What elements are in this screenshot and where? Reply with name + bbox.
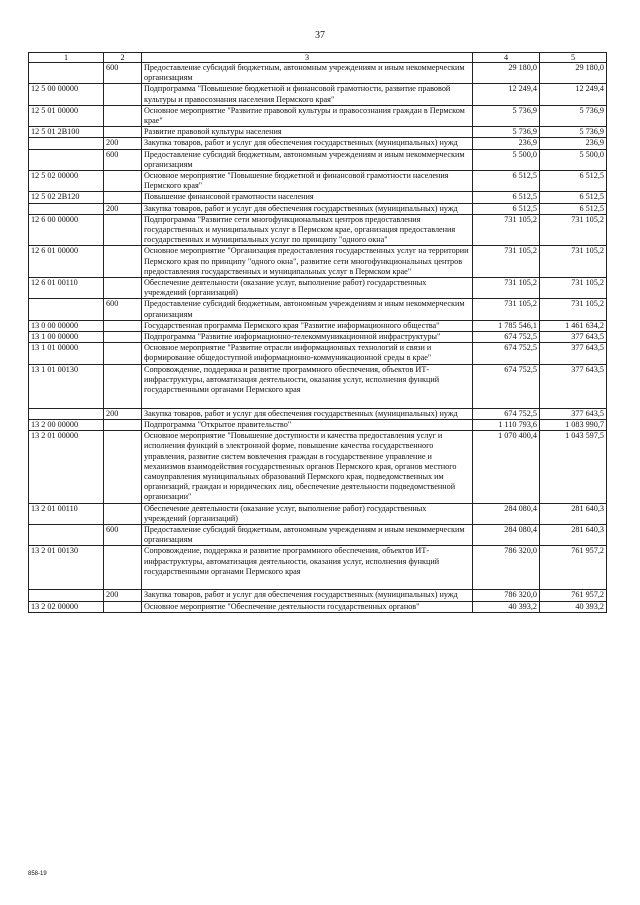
amount-col-5: 6 512,5 (540, 192, 607, 203)
expense-type (104, 343, 142, 364)
budget-code: 13 1 00 00000 (29, 332, 104, 343)
item-name: Предоставление субсидий бюджетным, автономным учреждениям и иным некоммерческим организациям (142, 299, 473, 320)
table-row (29, 127, 607, 138)
amount-col-5: 29 180,0 (540, 63, 607, 84)
expense-type (104, 171, 142, 192)
expense-type (104, 364, 142, 408)
amount-col-5: 5 736,9 (540, 127, 607, 138)
expense-type: 200 (104, 408, 142, 419)
budget-code: 12 6 01 00110 (29, 278, 104, 299)
item-name: Основное мероприятие "Организация предоставления государственных услуг на территории Пермского края по принципу "одного окна", развитие сети многофункциональных центров предоставления государственных и муниципальных услуг в Пермском крае" (142, 246, 473, 278)
amount-col-4: 731 105,2 (473, 246, 540, 278)
budget-code: 13 2 01 00130 (29, 546, 104, 590)
expense-type (104, 105, 142, 126)
table-row (29, 546, 607, 590)
expense-type: 200 (104, 590, 142, 601)
budget-code: 13 2 01 00110 (29, 503, 104, 524)
budget-table (28, 52, 607, 613)
amount-col-4: 284 080,4 (473, 524, 540, 545)
expense-type (104, 332, 142, 343)
amount-col-4: 6 512,5 (473, 171, 540, 192)
expense-type (104, 546, 142, 590)
expense-type: 200 (104, 138, 142, 149)
expense-type (104, 127, 142, 138)
budget-code: 13 2 02 00000 (29, 601, 104, 612)
table-row (29, 431, 607, 503)
table-row (29, 138, 607, 149)
table-header-row (29, 53, 607, 63)
amount-col-5: 377 643,5 (540, 364, 607, 408)
item-name: Основное мероприятие "Обеспечение деятельности государственных органов" (142, 601, 473, 612)
expense-type: 600 (104, 149, 142, 170)
table-row (29, 601, 607, 612)
item-name: Обеспечение деятельности (оказание услуг, выполнение работ) государственных учреждений (организаций) (142, 503, 473, 524)
item-name: Основное мероприятие "Развитие отрасли информационных технологий и связи и формирование общедоступной информационно-коммуникационной среды в крае" (142, 343, 473, 364)
table-row (29, 149, 607, 170)
budget-code (29, 524, 104, 545)
expense-type: 600 (104, 524, 142, 545)
amount-col-4: 674 752,5 (473, 408, 540, 419)
budget-code: 12 5 00 00000 (29, 84, 104, 105)
table-row (29, 192, 607, 203)
amount-col-5: 281 640,3 (540, 524, 607, 545)
table-row (29, 105, 607, 126)
amount-col-5: 731 105,2 (540, 214, 607, 246)
amount-col-4: 5 736,9 (473, 127, 540, 138)
expense-type (104, 278, 142, 299)
table-row (29, 408, 607, 419)
item-name: Предоставление субсидий бюджетным, автономным учреждениям и иным некоммерческим организациям (142, 149, 473, 170)
amount-col-5: 1 043 597,5 (540, 431, 607, 503)
amount-col-4: 6 512,5 (473, 192, 540, 203)
budget-code (29, 63, 104, 84)
budget-code: 12 5 01 2В100 (29, 127, 104, 138)
item-name: Обеспечение деятельности (оказание услуг, выполнение работ) государственных учреждений (организаций) (142, 278, 473, 299)
item-name: Подпрограмма "Развитие сети многофункциональных центров предоставления государственных и муниципальных услуг в Пермском крае, организация предоставления государственных и муниципальных услуг по принципу "одного окна" (142, 214, 473, 246)
amount-col-4: 5 736,9 (473, 105, 540, 126)
budget-code: 12 5 01 00000 (29, 105, 104, 126)
table-row (29, 84, 607, 105)
amount-col-4: 284 080,4 (473, 503, 540, 524)
item-name: Развитие правовой культуры населения (142, 127, 473, 138)
item-name: Закупка товаров, работ и услуг для обеспечения государственных (муниципальных) нужд (142, 408, 473, 419)
amount-col-5: 731 105,2 (540, 246, 607, 278)
expense-type (104, 192, 142, 203)
item-name: Закупка товаров, работ и услуг для обеспечения государственных (муниципальных) нужд (142, 138, 473, 149)
budget-code (29, 203, 104, 214)
column-header: 5 (540, 53, 607, 63)
item-name: Сопровождение, поддержка и развитие программного обеспечения, объектов ИТ-инфраструктуры, автоматизация деятельности, оказания услуг, исполнения функций государственными органами Пермского края (142, 364, 473, 408)
expense-type (104, 214, 142, 246)
amount-col-5: 6 512,5 (540, 171, 607, 192)
expense-type (104, 601, 142, 612)
amount-col-4: 731 105,2 (473, 299, 540, 320)
item-name: Повышение финансовой грамотности населения (142, 192, 473, 203)
column-header: 4 (473, 53, 540, 63)
item-name: Предоставление субсидий бюджетным, автономным учреждениям и иным некоммерческим организациям (142, 524, 473, 545)
budget-code: 13 1 01 00130 (29, 364, 104, 408)
amount-col-4: 29 180,0 (473, 63, 540, 84)
table-row (29, 332, 607, 343)
amount-col-4: 5 500,0 (473, 149, 540, 170)
amount-col-5: 40 393,2 (540, 601, 607, 612)
amount-col-5: 377 643,5 (540, 332, 607, 343)
budget-code: 13 0 00 00000 (29, 320, 104, 331)
amount-col-5: 12 249,4 (540, 84, 607, 105)
amount-col-5: 1 461 634,2 (540, 320, 607, 331)
amount-col-4: 1 785 546,1 (473, 320, 540, 331)
amount-col-4: 12 249,4 (473, 84, 540, 105)
item-name: Предоставление субсидий бюджетным, автономным учреждениям и иным некоммерческим организациям (142, 63, 473, 84)
amount-col-5: 6 512,5 (540, 203, 607, 214)
amount-col-5: 5 500,0 (540, 149, 607, 170)
table-row (29, 419, 607, 430)
amount-col-4: 674 752,5 (473, 364, 540, 408)
table-row (29, 503, 607, 524)
amount-col-4: 674 752,5 (473, 332, 540, 343)
amount-col-5: 731 105,2 (540, 299, 607, 320)
expense-type (104, 419, 142, 430)
table-row (29, 320, 607, 331)
table-row (29, 203, 607, 214)
budget-code (29, 408, 104, 419)
item-name: Подпрограмма "Открытое правительство" (142, 419, 473, 430)
table-row (29, 364, 607, 408)
amount-col-5: 377 643,5 (540, 343, 607, 364)
column-header: 2 (104, 53, 142, 63)
expense-type: 200 (104, 203, 142, 214)
amount-col-5: 731 105,2 (540, 278, 607, 299)
amount-col-5: 377 643,5 (540, 408, 607, 419)
amount-col-4: 1 110 793,6 (473, 419, 540, 430)
table-row (29, 246, 607, 278)
item-name: Подпрограмма "Повышение бюджетной и финансовой грамотности, развитие правовой культуры и правосознания населения Пермского края" (142, 84, 473, 105)
amount-col-5: 5 736,9 (540, 105, 607, 126)
item-name: Основное мероприятие "Повышение доступности и качества предоставления услуг и исполнения функций в электронной форме, повышение качества государственного управления, развитие систем вовлечения граждан в государственное управление и механизмов взаимодействия государственных органов Пермского края, органов местного самоуправления муниципальных образований Пермского края, подведомственных им организаций, граждан и юридических лиц, обеспечение деятельности подведомственной организации" (142, 431, 473, 503)
budget-code: 12 6 01 00000 (29, 246, 104, 278)
column-header: 1 (29, 53, 104, 63)
expense-type (104, 246, 142, 278)
amount-col-4: 1 070 400,4 (473, 431, 540, 503)
amount-col-5: 761 957,2 (540, 590, 607, 601)
table-row (29, 590, 607, 601)
amount-col-5: 761 957,2 (540, 546, 607, 590)
budget-code (29, 149, 104, 170)
amount-col-4: 786 320,0 (473, 590, 540, 601)
amount-col-5: 281 640,3 (540, 503, 607, 524)
amount-col-4: 40 393,2 (473, 601, 540, 612)
budget-code: 13 2 01 00000 (29, 431, 104, 503)
amount-col-4: 6 512,5 (473, 203, 540, 214)
amount-col-4: 731 105,2 (473, 214, 540, 246)
budget-code: 13 2 00 00000 (29, 419, 104, 430)
amount-col-4: 786 320,0 (473, 546, 540, 590)
amount-col-4: 731 105,2 (473, 278, 540, 299)
budget-code: 12 5 02 00000 (29, 171, 104, 192)
expense-type (104, 84, 142, 105)
item-name: Закупка товаров, работ и услуг для обеспечения государственных (муниципальных) нужд (142, 203, 473, 214)
expense-type (104, 503, 142, 524)
amount-col-4: 674 752,5 (473, 343, 540, 364)
table-row (29, 171, 607, 192)
expense-type: 600 (104, 63, 142, 84)
column-header: 3 (142, 53, 473, 63)
budget-code (29, 138, 104, 149)
budget-code (29, 590, 104, 601)
table-row (29, 63, 607, 84)
table-row (29, 343, 607, 364)
amount-col-5: 1 083 990,7 (540, 419, 607, 430)
table-row (29, 278, 607, 299)
budget-code: 12 6 00 00000 (29, 214, 104, 246)
expense-type (104, 431, 142, 503)
amount-col-5: 236,9 (540, 138, 607, 149)
budget-code: 13 1 01 00000 (29, 343, 104, 364)
item-name: Сопровождение, поддержка и развитие программного обеспечения, объектов ИТ-инфраструктуры, автоматизация деятельности, оказания услуг, исполнения функций государственными органами Пермского края (142, 546, 473, 590)
budget-code: 12 5 02 2В120 (29, 192, 104, 203)
page-number: 37 (315, 30, 325, 41)
item-name: Основное мероприятие "Повышение бюджетной и финансовой грамотности населения Пермского края" (142, 171, 473, 192)
item-name: Подпрограмма "Развитие информационно-телекоммуникационной инфраструктуры" (142, 332, 473, 343)
table-row (29, 214, 607, 246)
item-name: Основное мероприятие "Развитие правовой культуры и правосознания граждан в Пермском крае" (142, 105, 473, 126)
item-name: Закупка товаров, работ и услуг для обеспечения государственных (муниципальных) нужд (142, 590, 473, 601)
expense-type (104, 320, 142, 331)
table-row (29, 299, 607, 320)
table-row (29, 524, 607, 545)
expense-type: 600 (104, 299, 142, 320)
item-name: Государственная программа Пермского края "Развитие информационного общества" (142, 320, 473, 331)
footer-code: 858-19 (28, 871, 47, 877)
budget-code (29, 299, 104, 320)
amount-col-4: 236,9 (473, 138, 540, 149)
